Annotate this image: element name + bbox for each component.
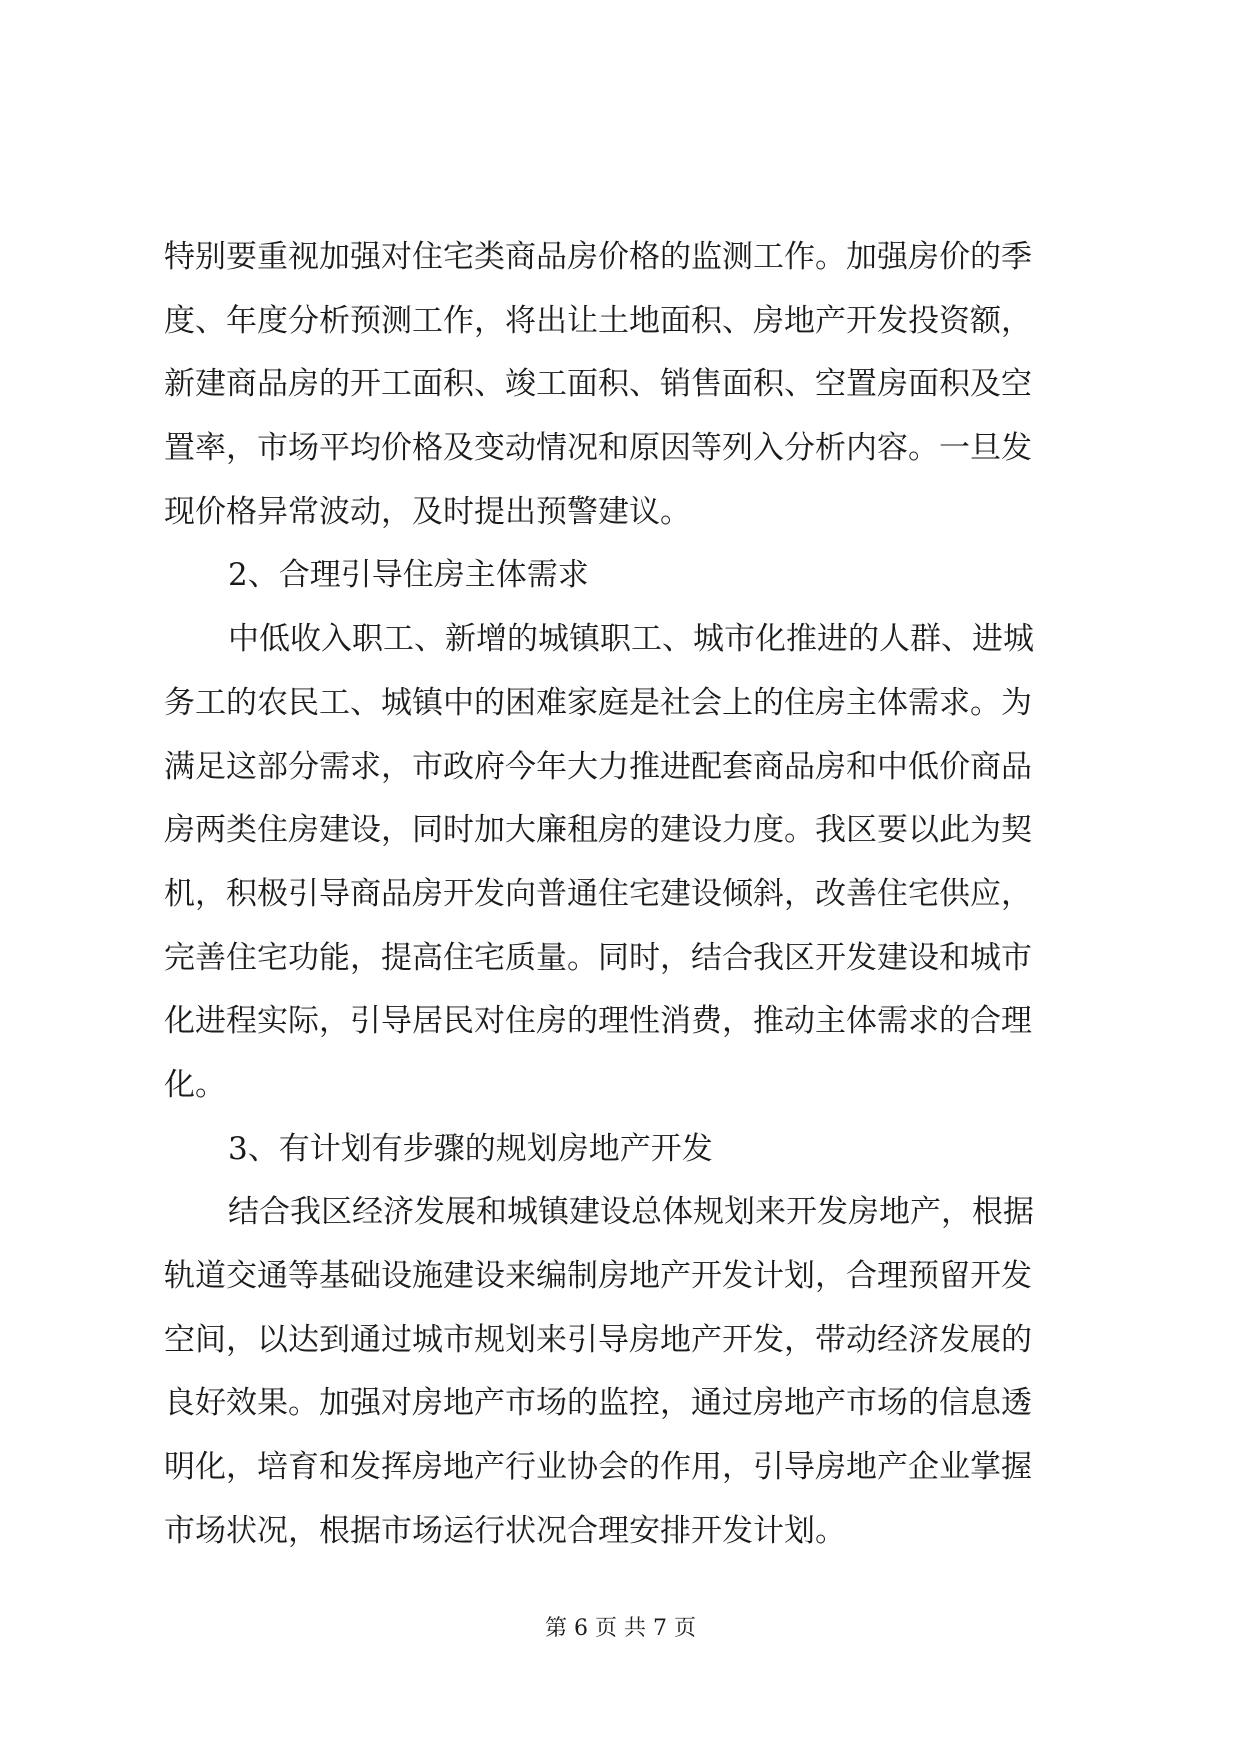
text-line: 化。 xyxy=(164,1066,226,1103)
text-line: 完善住宅功能，提高住宅质量。同时，结合我区开发建设和城市 xyxy=(164,939,1032,976)
text-line: 3、有计划有步骤的规划房地产开发 xyxy=(228,1130,713,1167)
text-line: 空间，以达到通过城市规划来引导房地产开发，带动经济发展的 xyxy=(164,1321,1032,1358)
text-line: 结合我区经济发展和城镇建设总体规划来开发房地产，根据 xyxy=(228,1194,1034,1231)
text-line: 务工的农民工、城镇中的困难家庭是社会上的住房主体需求。为 xyxy=(164,684,1032,721)
text-line: 现价格异常波动，及时提出预警建议。 xyxy=(164,493,691,530)
page-footer: 第 6 页 共 7 页 xyxy=(545,1616,696,1641)
text-line: 新建商品房的开工面积、竣工面积、销售面积、空置房面积及空 xyxy=(164,366,1032,403)
text-line: 市场状况，根据市场运行状况合理安排开发计划。 xyxy=(164,1512,846,1549)
document-body xyxy=(164,226,1078,1563)
text-line: 置率，市场平均价格及变动情况和原因等列入分析内容。一旦发 xyxy=(164,430,1032,467)
text-line: 良好效果。加强对房地产市场的监控，通过房地产市场的信息透 xyxy=(164,1385,1032,1422)
text-line: 中低收入职工、新增的城镇职工、城市化推进的人群、进城 xyxy=(228,621,1034,658)
text-line: 满足这部分需求，市政府今年大力推进配套商品房和中低价商品 xyxy=(164,748,1032,785)
text-line: 房两类住房建设，同时加大廉租房的建设力度。我区要以此为契 xyxy=(164,812,1032,849)
text-line: 特别要重视加强对住宅类商品房价格的监测工作。加强房价的季 xyxy=(164,239,1032,275)
text-line: 机，积极引导商品房开发向普通住宅建设倾斜，改善住宅供应， xyxy=(164,875,1032,912)
text-line: 度、年度分析预测工作，将出让土地面积、房地产开发投资额， xyxy=(164,302,1032,339)
text-line: 化进程实际，引导居民对住房的理性消费，推动主体需求的合理 xyxy=(164,1003,1032,1040)
text-line: 明化，培育和发挥房地产行业协会的作用，引导房地产企业掌握 xyxy=(164,1449,1032,1486)
text-line: 2、合理引导住房主体需求 xyxy=(228,557,589,594)
text-line: 轨道交通等基础设施建设来编制房地产开发计划，合理预留开发 xyxy=(164,1258,1032,1294)
